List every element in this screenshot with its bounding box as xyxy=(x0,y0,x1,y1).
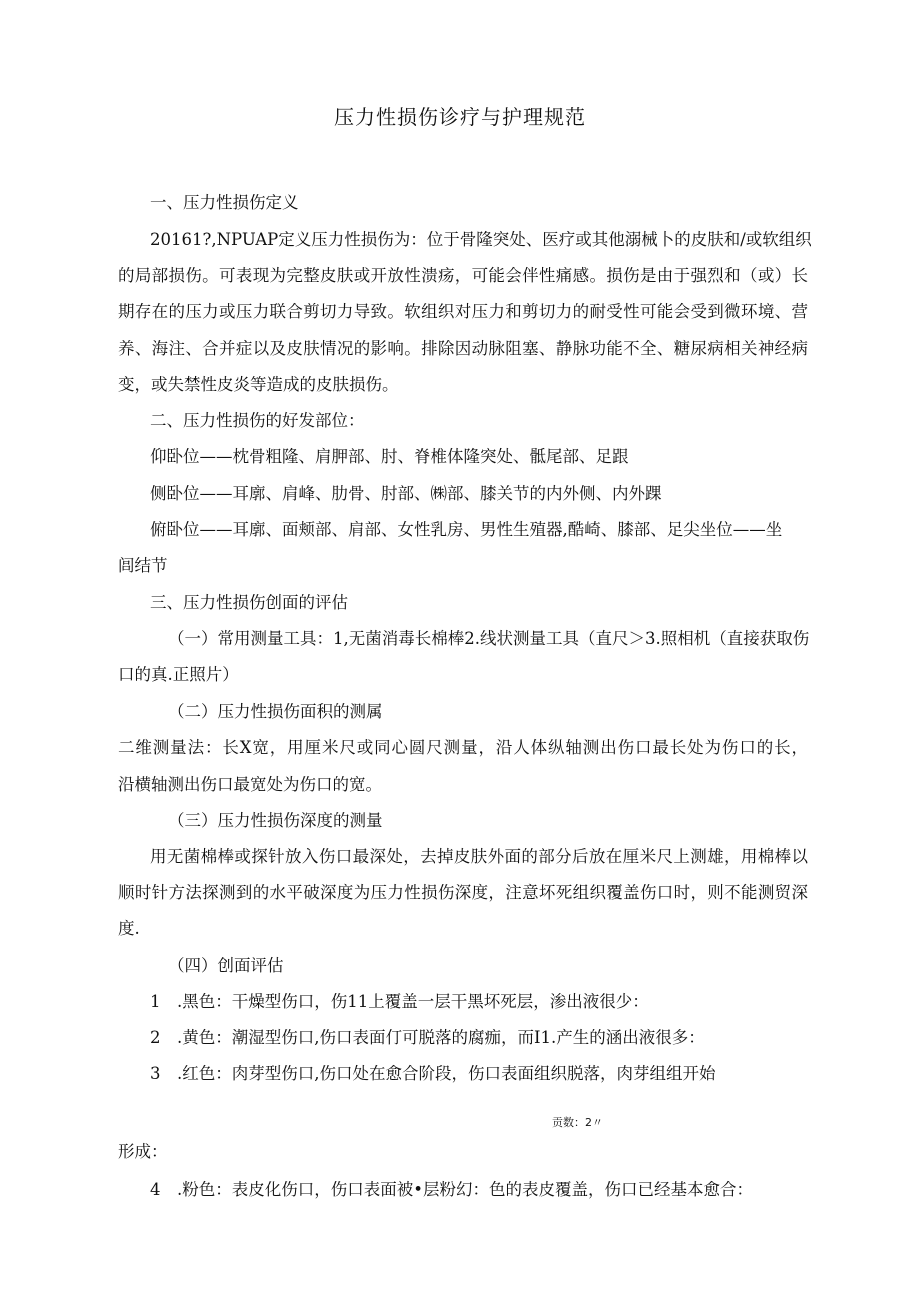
continued-text: 形成： xyxy=(118,1142,168,1161)
depth-line-2: 顺时针方法探测到的水平破深度为压力性损伤深度，注意坏死组织覆盖伤口时，则不能测贸深 xyxy=(118,883,808,902)
area-line-1: 二维测量法：长X宽，用厘米尺或同心圆尺测量，沿人体纵轴测出伤口最长处为伤口的长， xyxy=(118,738,808,757)
page-number: 贡数：2〃 xyxy=(552,1116,603,1129)
document-title: 压力性损伤诊疗与护理规范 xyxy=(334,105,586,129)
site-lateral: 侧卧位——耳廓、肩峰、肋骨、肘部、㈱部、膝关节的内外侧、内外踝 xyxy=(150,484,662,503)
site-ischial: 闾结节 xyxy=(118,556,168,575)
depth-heading: （三）压力性损伤深度的测量 xyxy=(168,811,383,830)
definition-line-5: 变，或失禁性皮炎等造成的皮肤损伤。 xyxy=(118,375,399,394)
tools-line-1: （一）常用测量工具：1,无菌消毒长棉棒2.线状测量工具（直尺＞3.照相机（直接获取伤 xyxy=(168,629,810,648)
depth-line-1: 用无菌棉棒或探针放入伤口最深处，去掉皮肤外面的部分后放在厘米尺上测雄，用棉棒以 xyxy=(150,847,808,866)
definition-line-2: 的局部损伤。可表现为完整皮肤或开放性溃疡，可能会伴性痛感。损伤是由于强烈和（或）长 xyxy=(118,266,808,285)
definition-line-1: 20161?,NPUAP定义压力性损伤为：位于骨隆突处、医疗或其他溺械卜的皮肤和/或软组织 xyxy=(150,230,812,249)
wound-item-pink: 4 .粉色：表皮化伤口，伤口表面被•层粉幻：色的表皮覆盖，伤口已经基本愈合： xyxy=(150,1180,753,1199)
site-prone-sitting: 俯卧位——耳廓、面颊部、肩部、女性乳房、男性生殖器,酷崎、膝部、足尖坐位——坐 xyxy=(150,520,783,539)
tools-line-2: 口的真.正照片） xyxy=(118,665,239,684)
wound-item-black: 1 .黑色：干燥型伤口，伤11上覆盖一层干黑坏死层，渗出液很少： xyxy=(150,992,649,1011)
definition-line-3: 期存在的压力或压力联合剪切力导致。软组织对压力和剪切力的耐受性可能会受到微环境、营 xyxy=(118,302,808,321)
wound-item-red: 3 .红色：肉芽型伤口,伤口处在愈合阶段，伤口表面组织脱落，肉芽组组开始 xyxy=(150,1064,716,1083)
site-supine: 仰卧位——枕骨粗隆、肩胛部、肘、脊椎体隆突处、骶尾部、足跟 xyxy=(150,447,629,466)
section-heading-definition: 一、压力性损伤定义 xyxy=(150,193,299,212)
area-heading: （二）压力性损伤面积的测属 xyxy=(168,702,383,721)
depth-line-3: 度. xyxy=(118,919,140,938)
definition-line-4: 养、海注、合并症以及皮肤情况的影响。排除因动脉阻塞、静脉功能不全、糖尿病相关神经病 xyxy=(118,339,808,358)
section-heading-sites: 二、压力性损伤的好发部位： xyxy=(150,411,365,430)
section-heading-assessment: 三、压力性损伤创面的评估 xyxy=(150,593,348,612)
wound-item-yellow: 2 .黄色：潮湿型伤口,伤口表面仃可脱落的腐痂，而I1.产生的涵出液很多： xyxy=(150,1028,705,1047)
wound-heading: （四）创面评估 xyxy=(168,956,284,975)
area-line-2: 沿横轴测出伤口最宽处为伤口的宽。 xyxy=(118,775,382,794)
